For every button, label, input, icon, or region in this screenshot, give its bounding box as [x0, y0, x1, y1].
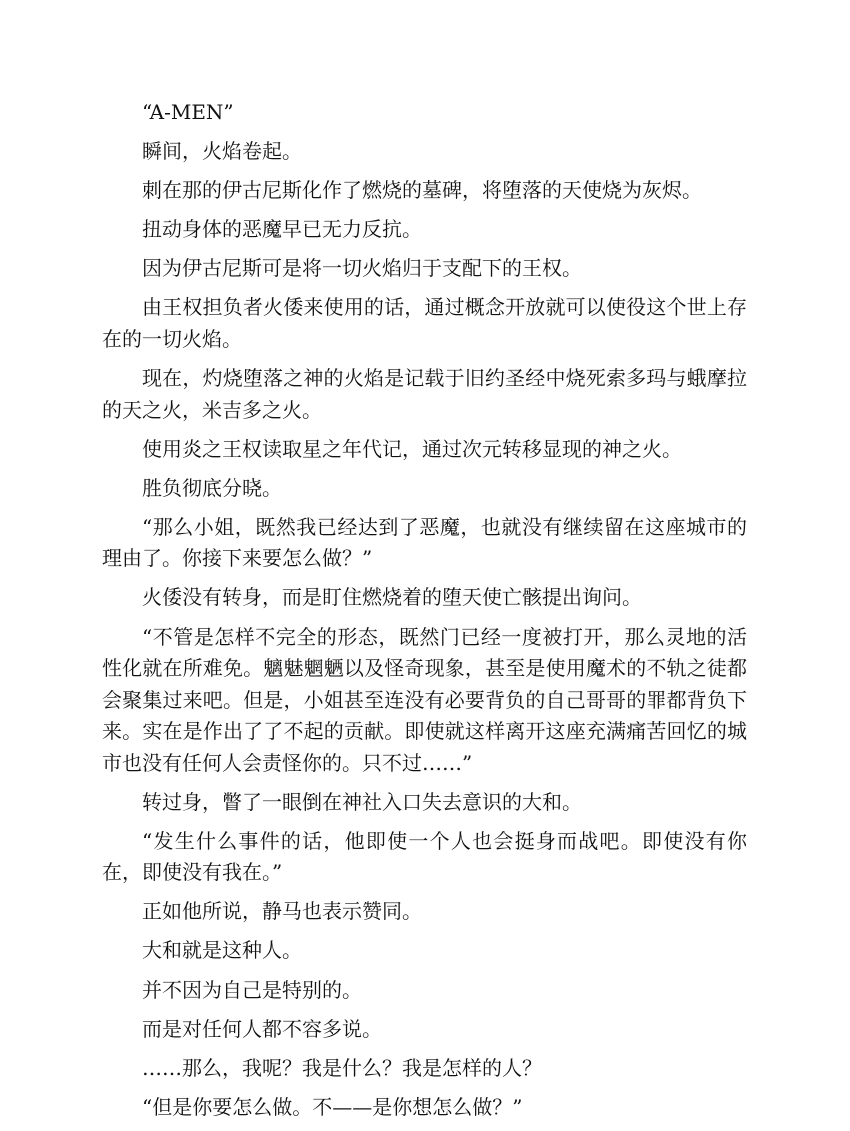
paragraph: 火倭没有转身，而是盯住燃烧着的堕天使亡骸提出询问。: [142, 585, 642, 610]
paragraph: 而是对任何人都不容多说。: [142, 1016, 382, 1041]
paragraph: “不管是怎样不完全的形态，既然门已经一度被打开，那么灵地的活性化就在所难免。魑魅魍魉以及怪奇现象，甚至是使用魔术的不轨之徒都会聚集过来吧。但是，小姐甚至连没有必要背负的自己哥哥的罪都背负下来。实在是作出了了不起的贡献。即使就这样离开这座充满痛苦回忆的城市也没有任何人会责怪你的。只不过……”: [102, 624, 747, 775]
paragraph: “但是你要怎么做。不——是你想怎么做？”: [142, 1094, 523, 1119]
paragraph: “发生什么事件的话，他即使一个人也会挺身而战吧。即使没有你在，即使没有我在。”: [102, 828, 747, 885]
paragraph: 瞬间，火焰卷起。: [142, 139, 302, 164]
paragraph: “A-MEN”: [142, 100, 234, 124]
paragraph: 正如他所说，静马也表示赞同。: [142, 899, 422, 924]
paragraph: 转过身，瞥了一眼倒在神社入口失去意识的大和。: [142, 789, 582, 814]
paragraph: “那么小姐，既然我已经达到了恶魔，也就没有继续留在这座城市的理由了。你接下来要怎么做？”: [102, 514, 747, 571]
paragraph: 现在，灼烧堕落之神的火焰是记载于旧约圣经中烧死索多玛与蛾摩拉的天之火，米吉多之火。: [102, 366, 747, 422]
paragraph: 因为伊古尼斯可是将一切火焰归于支配下的王权。: [142, 256, 582, 281]
paragraph: 刺在那的伊古尼斯化作了燃烧的墓碑，将堕落的天使烧为灰烬。: [142, 178, 702, 203]
paragraph: 大和就是这种人。: [142, 938, 302, 963]
paragraph: 并不因为自己是特别的。: [142, 977, 362, 1002]
paragraph: 由王权担负者火倭来使用的话，通过概念开放就可以使役这个世上存在的一切火焰。: [102, 295, 747, 351]
paragraph: ……那么，我呢？我是什么？我是怎样的人？: [142, 1055, 542, 1080]
paragraph: 使用炎之王权读取星之年代记，通过次元转移显现的神之火。: [142, 436, 682, 461]
paragraph: 扭动身体的恶魔早已无力反抗。: [142, 217, 422, 242]
paragraph: 胜负彻底分晓。: [142, 475, 282, 500]
document-page: [102, 97, 747, 1131]
